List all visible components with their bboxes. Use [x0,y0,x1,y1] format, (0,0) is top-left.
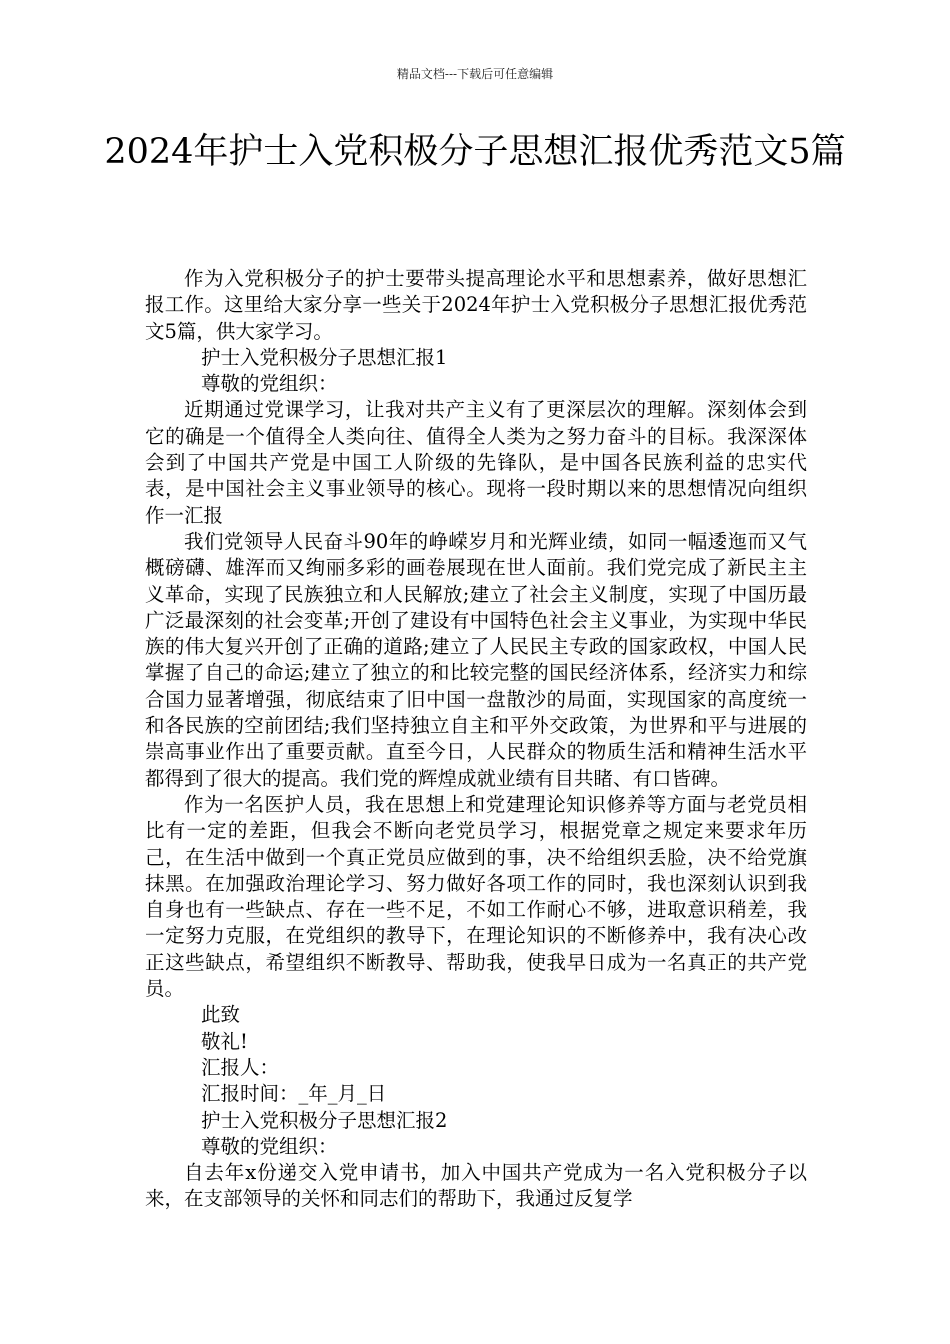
salutation: 尊敬的党组织： [201,1134,338,1158]
section-heading: 护士入党积极分子思想汇报1 [201,345,448,369]
document-title: 2024年护士入党积极分子思想汇报优秀范文5篇 [104,132,846,172]
closing-line: 此致 [201,1003,241,1027]
body-paragraph: 自去年x份递交入党申请书，加入中国共产党成为一名入党积极分子以来，在支部领导的关怀和同志们的帮助下，我通过反复学 [145,1161,807,1211]
closing-line: 敬礼! [201,1029,248,1053]
intro-paragraph: 作为入党积极分子的护士要带头提高理论水平和思想素养，做好思想汇报工作。这里给大家分享一些关于2024年护士入党积极分子思想汇报优秀范文5篇，供大家学习。 [145,267,807,343]
report-date-line: 汇报时间：_年_月_日 [201,1082,387,1106]
header-note: 精品文档---下载后可任意编辑 [396,67,554,81]
body-paragraph: 近期通过党课学习，让我对共产主义有了更深层次的理解。深刻体会到它的确是一个值得全人类向往、值得全人类为之努力奋斗的目标。我深深体会到了中国共产党是中国工人阶级的先锋队，是中国各民族利益的忠实代表，是中国社会主义事业领导的核心。现将一段时期以来的思想情况向组织作一汇报 [145,398,807,527]
reporter-line: 汇报人： [201,1055,280,1079]
salutation: 尊敬的党组织： [201,372,338,396]
section-heading: 护士入党积极分子思想汇报2 [201,1108,448,1132]
body-paragraph: 作为一名医护人员，我在思想上和党建理论知识修养等方面与老党员相比有一定的差距，但我会不断向老党员学习，根据党章之规定来要求年历己，在生活中做到一个真正党员应做到的事，决不给组织丢脸，决不给党旗抹黑。在加强政治理论学习、努力做好各项工作的同时，我也深刻认识到我自身也有一些缺点、存在一些不足，不如工作耐心不够，进取意识稍差，我一定努力克服，在党组织的教导下，在理论知识的不断修养中，我有决心改正这些缺点，希望组织不断教导、帮助我，使我早日成为一名真正的共产党员。 [145,792,807,1001]
body-paragraph: 我们党领导人民奋斗90年的峥嵘岁月和光辉业绩，如同一幅逶迤而又气概磅礴、雄浑而又绚丽多彩的画卷展现在世人面前。我们党完成了新民主主义革命，实现了民族独立和人民解放;建立了社会主义制度，实现了中国历最广泛最深刻的社会变革;开创了建设有中国特色社会主义事业，为实现中华民族的伟大复兴开创了正确的道路;建立了人民民主专政的国家政权，中国人民掌握了自己的命运;建立了独立的和比较完整的国民经济体系，经济实力和综合国力显著增强，彻底结束了旧中国一盘散沙的局面，实现国家的高度统一和各民族的空前团结;我们坚持独立自主和平外交政策，为世界和平与进展的崇高事业作出了重要贡献。直至今日，人民群众的物质生活和精神生活水平都得到了很大的提高。我们党的辉煌成就业绩有目共睹、有口皆碑。 [145,529,807,790]
document-body [145,266,807,1213]
